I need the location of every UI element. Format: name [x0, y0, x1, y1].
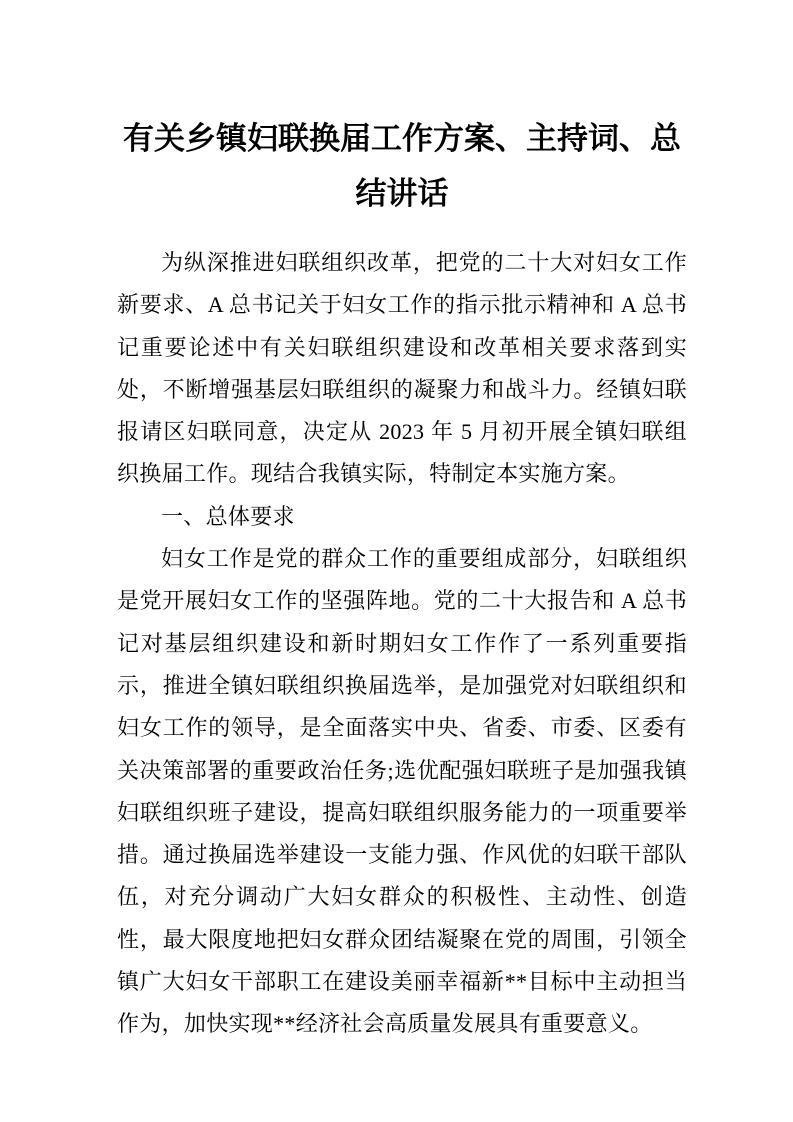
document-title: 有关乡镇妇联换届工作方案、主持词、总结讲话 [123, 121, 681, 211]
paragraph-overall-requirements-body: 妇女工作是党的群众工作的重要组成部分，妇联组织是党开展妇女工作的坚强阵地。党的二十大报告和 A 总书记对基层组织建设和新时期妇女工作作了一系列重要指示，推进全镇妇联组织换届选举，是加强党对妇联组织和妇女工作的领导，是全面落实中央、省委、市委、区委有关决策部署的重要政治任务;选优配强妇联班子是加强我镇妇联组织班子建设，提高妇联组织服务能力的一项重要举措。通过换届选举建设一支能力强、作风优的妇联干部队伍，对充分调动广大妇女群众的积极性、主动性、创造性，最大限度地把妇女群众团结凝聚在党的周围，引领全镇广大妇女干部职工在建设美丽幸福新**目标中主动担当作为，加快实现**经济社会高质量发展具有重要意义。 [117, 546, 687, 1037]
paragraph-intro: 为纵深推进妇联组织改革，把党的二十大对妇女工作新要求、A 总书记关于妇女工作的指示批示精神和 A 总书记重要论述中有关妇联组织建设和改革相关要求落到实处，不断增强基层妇联组织的凝聚力和战斗力。经镇妇联报请区妇联同意，决定从 2023 年 5 月初开展全镇妇联组织换届工作。现结合我镇实际，特制定本实施方案。 [117, 250, 687, 487]
section-heading-overall-requirements: 一、总体要求 [161, 503, 295, 529]
